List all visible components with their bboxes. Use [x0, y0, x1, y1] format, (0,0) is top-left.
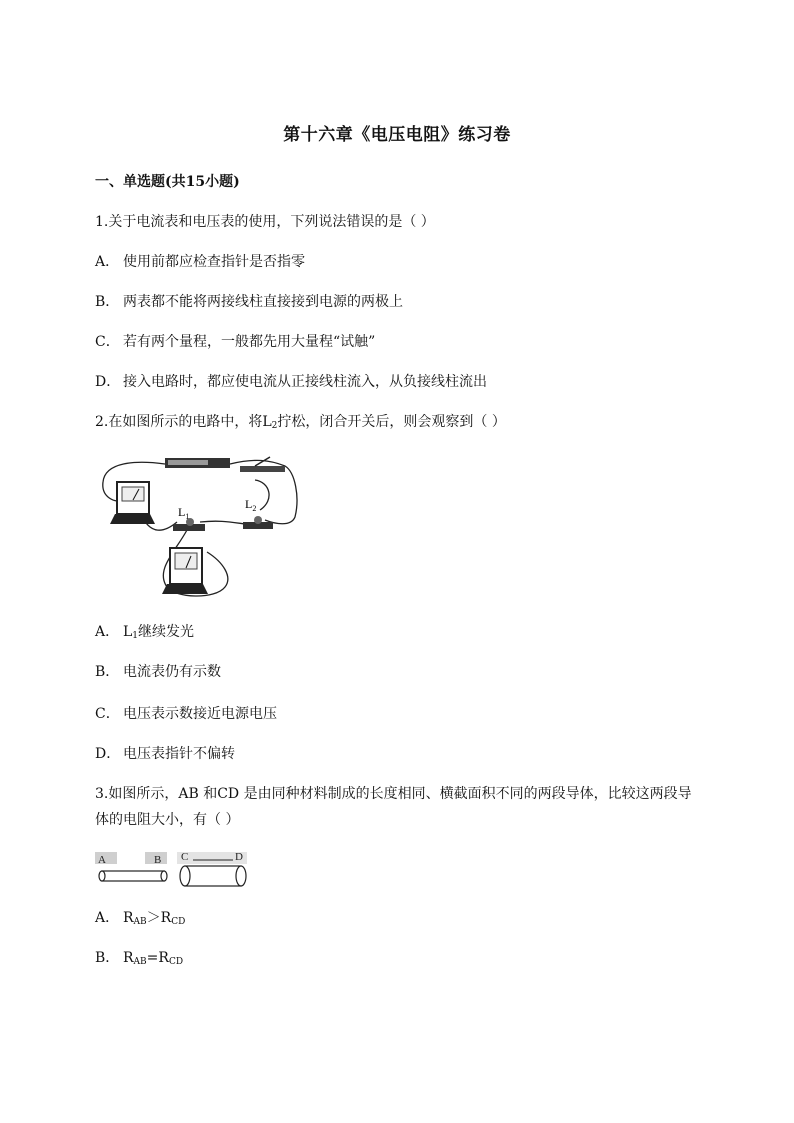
option-letter: B． [95, 950, 120, 966]
option-text: L [123, 624, 133, 640]
option-letter: D． [95, 746, 121, 762]
question-1-option-d [95, 372, 487, 392]
stem-text: 2.在如图所示的电路中，将L [95, 414, 272, 430]
question-3-option-b [95, 948, 183, 972]
subscript: CD [168, 957, 184, 967]
stem-text: 拧松，闭合开关后，则会观察到（ ） [277, 414, 506, 430]
option-text: R [123, 910, 134, 926]
option-text: R [158, 950, 169, 966]
conductors-figure [95, 850, 250, 890]
option-letter: D． [95, 374, 121, 390]
question-2-option-a [95, 622, 194, 646]
option-text: 两表都不能将两接线柱直接接到电源的两极上 [123, 294, 403, 310]
circuit-figure [95, 452, 305, 602]
question-1-stem: 1.关于电流表和电压表的使用，下列说法错误的是（ ） [95, 214, 435, 230]
question-3-stem-line-2: 体的电阻大小，有（ ） [95, 812, 240, 828]
option-text: 电流表仍有示数 [123, 664, 221, 680]
subscript: 1 [132, 631, 139, 641]
question-1-option-a [95, 252, 305, 272]
option-letter: A． [95, 254, 120, 270]
subscript: AB [133, 917, 147, 927]
label-a: A [98, 854, 106, 866]
label-l1: $L_1$ [178, 505, 190, 521]
question-2-stem [95, 412, 506, 436]
option-letter: B． [95, 294, 120, 310]
option-text: R [123, 950, 134, 966]
voltmeter [162, 548, 208, 594]
label-c: C [181, 851, 189, 863]
question-2-option-c [95, 704, 277, 724]
option-text: 若有两个量程，一般都先用大量程“试触” [123, 334, 376, 350]
label-l2: $L_2$ [245, 497, 257, 513]
option-text: 使用前都应检查指针是否指零 [123, 254, 305, 270]
option-text: ＞ [146, 910, 161, 926]
conductor-cd [180, 866, 246, 886]
option-letter: A． [95, 624, 120, 640]
question-2-option-d [95, 744, 235, 764]
subscript: 2 [271, 421, 278, 431]
option-letter: B． [95, 664, 120, 680]
ammeter [110, 482, 155, 524]
question-2-option-b [95, 662, 221, 682]
label-b: B [154, 854, 162, 866]
question-3-stem-line-1: 3.如图所示，AB 和CD 是由同种材料制成的长度相同、横截面积不同的两段导体，比较这两段导 [95, 786, 692, 802]
section-heading: 一、单选题(共15小题) [95, 174, 240, 190]
question-1-option-c [95, 332, 375, 352]
option-text: = [146, 950, 159, 966]
page-title: 第十六章《电压电阻》练习卷 [283, 125, 511, 145]
question-1-option-b [95, 292, 403, 312]
conductor-ab [99, 871, 167, 881]
option-text: 电压表示数接近电源电压 [123, 706, 277, 722]
option-letter: C． [95, 334, 120, 350]
lamp-l2 [243, 516, 273, 529]
option-letter: A． [95, 910, 120, 926]
subscript: AB [133, 957, 147, 967]
option-text: 接入电路时，都应使电流从正接线柱流入，从负接线柱流出 [123, 374, 487, 390]
option-text: 继续发光 [138, 624, 195, 640]
option-text: 电压表指针不偏转 [123, 746, 235, 762]
subscript: CD [171, 917, 186, 927]
option-letter: C． [95, 706, 120, 722]
option-text: R [160, 910, 172, 926]
switch [240, 466, 285, 472]
question-3-option-a [95, 908, 185, 932]
label-d: D [235, 851, 243, 863]
